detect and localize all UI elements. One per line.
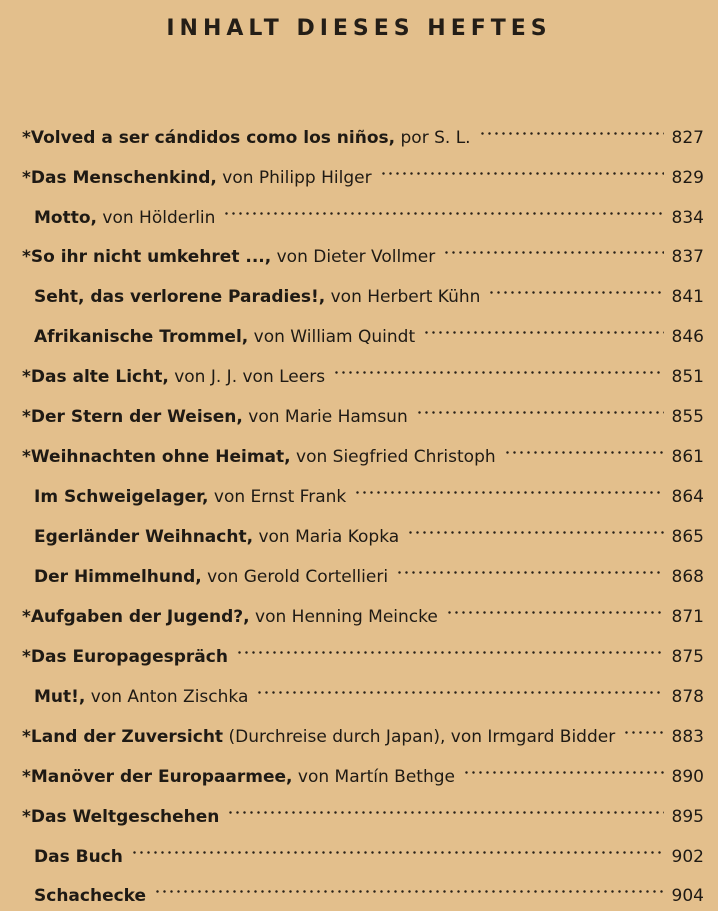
dot-leader	[227, 792, 663, 822]
toc-entry	[22, 592, 704, 627]
toc-entry	[22, 232, 704, 267]
toc-entry	[34, 552, 704, 587]
toc-entry-page: 890	[671, 767, 704, 787]
toc-entry	[22, 392, 704, 427]
toc-entry	[34, 512, 704, 547]
toc-entry	[34, 272, 704, 307]
toc-entry-title: *So ihr nicht umkehret ..., von Dieter Vollmer	[22, 247, 436, 267]
toc-entry-title: Afrikanische Trommel, von William Quindt	[34, 327, 416, 347]
toc-entry-title: Der Himmelhund, von Gerold Cortellieri	[34, 567, 389, 587]
toc-entry-title: *Volved a ser cándidos como los niños, por S. L.	[22, 128, 471, 148]
dot-leader	[333, 352, 663, 382]
toc-entry-page: 864	[671, 487, 704, 507]
toc-entry-page: 829	[671, 168, 704, 188]
toc-entry-title: Motto, von Hölderlin	[34, 208, 216, 228]
toc-entry	[22, 792, 704, 827]
dot-leader	[423, 312, 663, 342]
dot-leader	[488, 272, 663, 302]
toc-entry-title: *Das Europagespräch	[22, 647, 228, 667]
dot-leader	[223, 193, 663, 223]
toc-entry-page: 837	[671, 247, 704, 267]
toc-entry	[34, 672, 704, 707]
dot-leader	[154, 871, 663, 901]
toc-entry-title: *Aufgaben der Jugend?, von Henning Meincke	[22, 607, 438, 627]
toc-entry-page: 904	[671, 886, 704, 906]
dot-leader	[236, 632, 664, 662]
toc-entry-title: Schachecke	[34, 886, 147, 906]
dot-leader	[256, 672, 663, 702]
toc-entry	[34, 193, 704, 228]
toc-entry	[34, 312, 704, 347]
page-title: INHALT DIESES HEFTES	[166, 16, 552, 41]
toc-entry-page: 883	[671, 727, 704, 747]
dot-leader	[446, 592, 664, 622]
toc-entry-title: *Weihnachten ohne Heimat, von Siegfried Christoph	[22, 447, 496, 467]
toc-entry-title: *Das Menschenkind, von Philipp Hilger	[22, 168, 372, 188]
dot-leader	[380, 153, 664, 183]
toc-entry-page: 851	[671, 367, 704, 387]
toc-entry-page: 827	[671, 128, 704, 148]
dot-leader	[504, 432, 664, 462]
toc-entry	[34, 472, 704, 507]
toc-entry-page: 878	[671, 687, 704, 707]
toc-entry	[22, 752, 704, 787]
toc-entry-page: 834	[671, 208, 704, 228]
toc-entry-page: 861	[671, 447, 704, 467]
toc-entry-title: Egerländer Weihnacht, von Maria Kopka	[34, 527, 400, 547]
toc-entry	[34, 871, 704, 906]
toc-entry	[22, 352, 704, 387]
dot-leader	[463, 752, 664, 782]
toc-entry-title: *Das alte Licht, von J. J. von Leers	[22, 367, 326, 387]
toc-entry-page: 875	[671, 647, 704, 667]
dot-leader	[443, 232, 663, 262]
toc-entry-page: 871	[671, 607, 704, 627]
dot-leader	[131, 832, 664, 862]
toc-entry-title: *Der Stern der Weisen, von Marie Hamsun	[22, 407, 408, 427]
toc-entry-title: *Das Weltgeschehen	[22, 807, 220, 827]
toc-entry-page: 841	[671, 287, 704, 307]
toc-entry-page: 846	[671, 327, 704, 347]
dot-leader	[354, 472, 663, 502]
toc-entry-page: 868	[671, 567, 704, 587]
dot-leader	[407, 512, 663, 542]
toc-entry	[22, 153, 704, 188]
toc-entry	[22, 113, 704, 148]
dot-leader	[623, 712, 663, 742]
toc-entry	[34, 832, 704, 867]
toc-entry-title: *Land der Zuversicht (Durchreise durch Japan), von Irmgard Bidder	[22, 727, 616, 747]
toc-entry-title: Das Buch	[34, 847, 123, 867]
dot-leader	[416, 392, 664, 422]
toc-entry-page: 902	[671, 847, 704, 867]
toc-entry	[22, 632, 704, 667]
toc-entry-title: Mut!, von Anton Zischka	[34, 687, 249, 707]
toc-entry	[22, 432, 704, 467]
dot-leader	[396, 552, 663, 582]
toc-entry-title: *Manöver der Europaarmee, von Martín Bethge	[22, 767, 455, 787]
toc-entry	[22, 712, 704, 747]
toc-entry-page: 865	[671, 527, 704, 547]
toc-entry-title: Im Schweigelager, von Ernst Frank	[34, 487, 347, 507]
toc-entry-page: 895	[671, 807, 704, 827]
toc-entry-page: 855	[671, 407, 704, 427]
toc-entry-title: Seht, das verlorene Paradies!, von Herbert Kühn	[34, 287, 481, 307]
dot-leader	[479, 113, 664, 143]
